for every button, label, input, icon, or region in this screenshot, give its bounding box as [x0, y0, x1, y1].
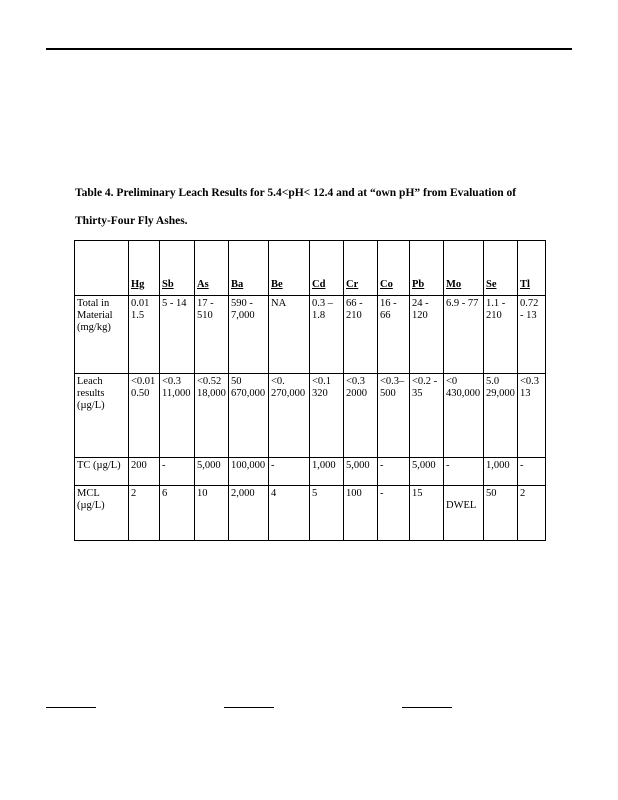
cell-cd: 1,000	[310, 458, 344, 486]
leach-results-table	[74, 240, 546, 541]
row-tc	[75, 458, 546, 486]
cell-tl: 2	[518, 486, 546, 541]
header-row	[75, 241, 546, 296]
cell-pb: <0.2 - 35	[410, 374, 444, 458]
row-label: MCL (µg/L)	[75, 486, 129, 541]
cell-be: NA	[269, 296, 310, 374]
cell-mo: 6.9 - 77	[444, 296, 484, 374]
cell-mo: <0 430,000	[444, 374, 484, 458]
cell-hg: 200	[129, 458, 160, 486]
cell-se: 50	[484, 486, 518, 541]
row-label: TC (µg/L)	[75, 458, 129, 486]
cell-as: 17 - 510	[195, 296, 229, 374]
cell-hg: <0.01 0.50	[129, 374, 160, 458]
cell-se: 1.1 - 210	[484, 296, 518, 374]
cell-cd: <0.1 320	[310, 374, 344, 458]
footer-rule-center	[224, 707, 274, 708]
cell-tl: -	[518, 458, 546, 486]
cell-ba: 2,000	[229, 486, 269, 541]
cell-hg: 2	[129, 486, 160, 541]
header-mo: Mo	[444, 241, 484, 296]
header-cr: Cr	[344, 241, 378, 296]
row-mcl	[75, 486, 546, 541]
row-total-in-material	[75, 296, 546, 374]
header-pb: Pb	[410, 241, 444, 296]
cell-pb: 24 - 120	[410, 296, 444, 374]
table-caption-line-1: Table 4. Preliminary Leach Results for 5.4<pH< 12.4 and at “own pH” from Evaluation of	[75, 187, 517, 199]
cell-tl: <0.3 13	[518, 374, 546, 458]
cell-mo: DWEL	[444, 486, 484, 541]
cell-as: 10	[195, 486, 229, 541]
footer-rule-left	[46, 707, 96, 708]
cell-cr: 100	[344, 486, 378, 541]
top-rule	[46, 48, 572, 50]
cell-co: -	[378, 486, 410, 541]
cell-mo: -	[444, 458, 484, 486]
cell-be: -	[269, 458, 310, 486]
header-cd: Cd	[310, 241, 344, 296]
cell-co: -	[378, 458, 410, 486]
header-ba: Ba	[229, 241, 269, 296]
header-hg: Hg	[129, 241, 160, 296]
cell-sb: 6	[160, 486, 195, 541]
cell-pb: 5,000	[410, 458, 444, 486]
cell-ba: 590 - 7,000	[229, 296, 269, 374]
cell-be: <0. 270,000	[269, 374, 310, 458]
cell-as: 5,000	[195, 458, 229, 486]
cell-se: 5.0 29,000	[484, 374, 518, 458]
cell-sb: <0.3 11,000	[160, 374, 195, 458]
cell-co: 16 - 66	[378, 296, 410, 374]
header-tl: Tl	[518, 241, 546, 296]
cell-cr: 5,000	[344, 458, 378, 486]
cell-tl: 0.72 - 13	[518, 296, 546, 374]
header-as: As	[195, 241, 229, 296]
footer-rule-right	[402, 707, 452, 708]
cell-cr: <0.3 2000	[344, 374, 378, 458]
cell-ba: 100,000	[229, 458, 269, 486]
row-label: Total in Material (mg/kg)	[75, 296, 129, 374]
cell-pb: 15	[410, 486, 444, 541]
cell-sb: 5 - 14	[160, 296, 195, 374]
cell-cr: 66 - 210	[344, 296, 378, 374]
cell-se: 1,000	[484, 458, 518, 486]
header-sb: Sb	[160, 241, 195, 296]
cell-co: <0.3– 500	[378, 374, 410, 458]
cell-cd: 5	[310, 486, 344, 541]
header-corner	[75, 241, 129, 296]
cell-cd: 0.3 – 1.8	[310, 296, 344, 374]
header-se: Se	[484, 241, 518, 296]
cell-be: 4	[269, 486, 310, 541]
table-caption-line-2: Thirty-Four Fly Ashes.	[75, 215, 188, 227]
row-label: Leach results (µg/L)	[75, 374, 129, 458]
header-be: Be	[269, 241, 310, 296]
cell-hg: 0.01 1.5	[129, 296, 160, 374]
row-leach-results	[75, 374, 546, 458]
cell-as: <0.52 18,000	[195, 374, 229, 458]
cell-ba: 50 670,000	[229, 374, 269, 458]
cell-sb: -	[160, 458, 195, 486]
header-co: Co	[378, 241, 410, 296]
